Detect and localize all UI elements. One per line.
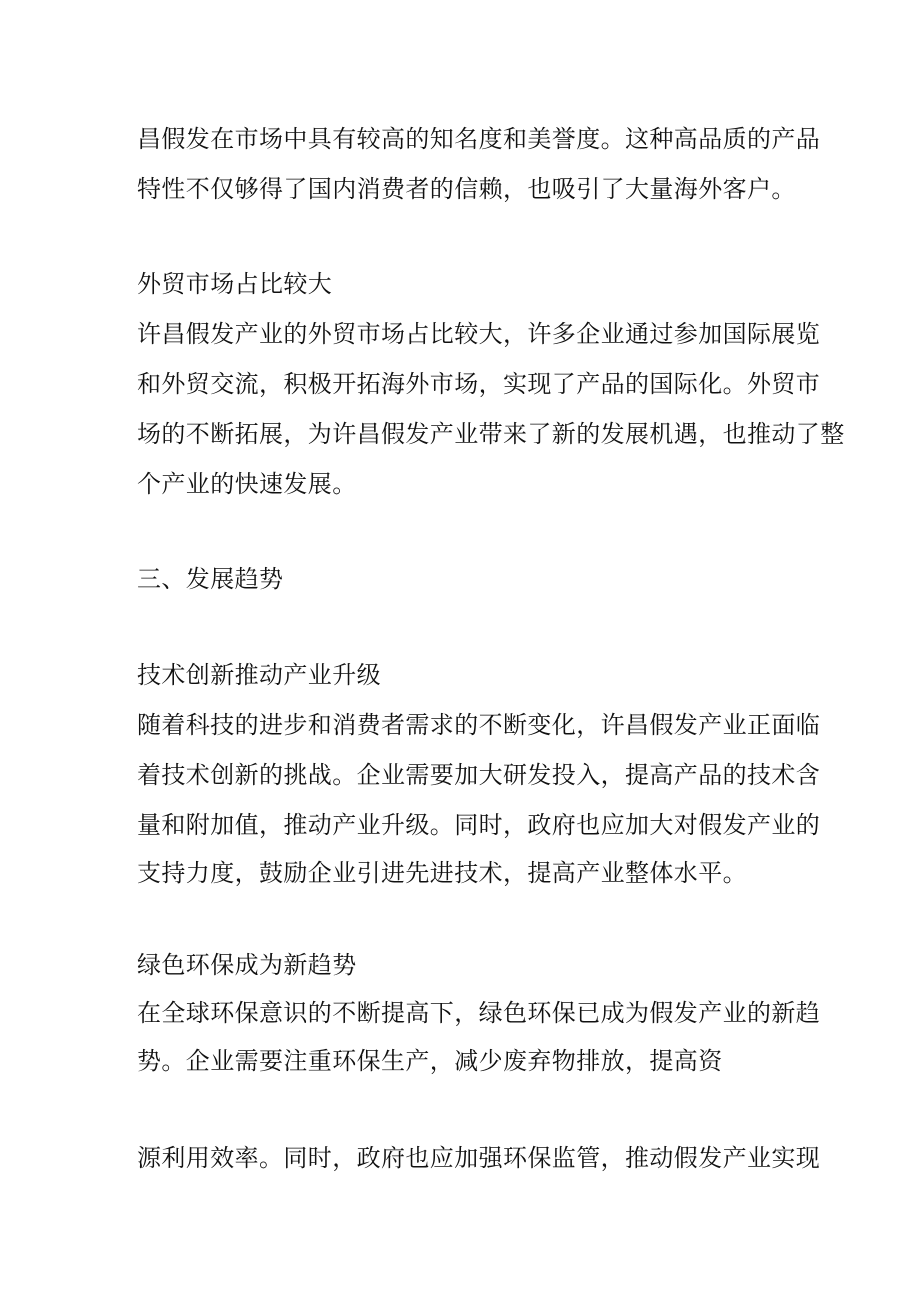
- subsection-heading: 技术创新推动产业升级: [137, 661, 381, 689]
- paragraph-line: 个产业的快速发展。: [137, 470, 357, 498]
- paragraph-line: 在全球环保意识的不断提高下，绿色环保已成为假发产业的新趋: [137, 999, 821, 1027]
- paragraph-line: 昌假发在市场中具有较高的知名度和美誉度。这种高品质的产品: [137, 125, 821, 153]
- paragraph-line: 着技术创新的挑战。企业需要加大研发投入，提高产品的技术含: [137, 761, 821, 789]
- paragraph-line: 支持力度，鼓励企业引进先进技术，提高产业整体水平。: [137, 859, 747, 887]
- paragraph-line: 势。企业需要注重环保生产，减少废弃物排放，提高资: [137, 1047, 723, 1075]
- paragraph-line: 特性不仅够得了国内消费者的信赖，也吸引了大量海外客户。: [137, 175, 796, 203]
- subsection-heading: 绿色环保成为新趋势: [137, 951, 357, 979]
- subsection-heading: 外贸市场占比较大: [137, 270, 333, 298]
- section-heading: 三、发展趋势: [137, 565, 284, 593]
- paragraph-line: 许昌假发产业的外贸市场占比较大，许多企业通过参加国际展览: [137, 320, 821, 348]
- paragraph-line: 量和附加值，推动产业升级。同时，政府也应加大对假发产业的: [137, 811, 821, 839]
- paragraph-line: 源利用效率。同时，政府也应加强环保监管，推动假发产业实现: [137, 1144, 821, 1172]
- paragraph-line: 场的不断拓展，为许昌假发产业带来了新的发展机遇，也推动了整: [137, 420, 845, 448]
- paragraph-line: 随着科技的进步和消费者需求的不断变化，许昌假发产业正面临: [137, 711, 821, 739]
- paragraph-line: 和外贸交流，积极开拓海外市场，实现了产品的国际化。外贸市: [137, 370, 821, 398]
